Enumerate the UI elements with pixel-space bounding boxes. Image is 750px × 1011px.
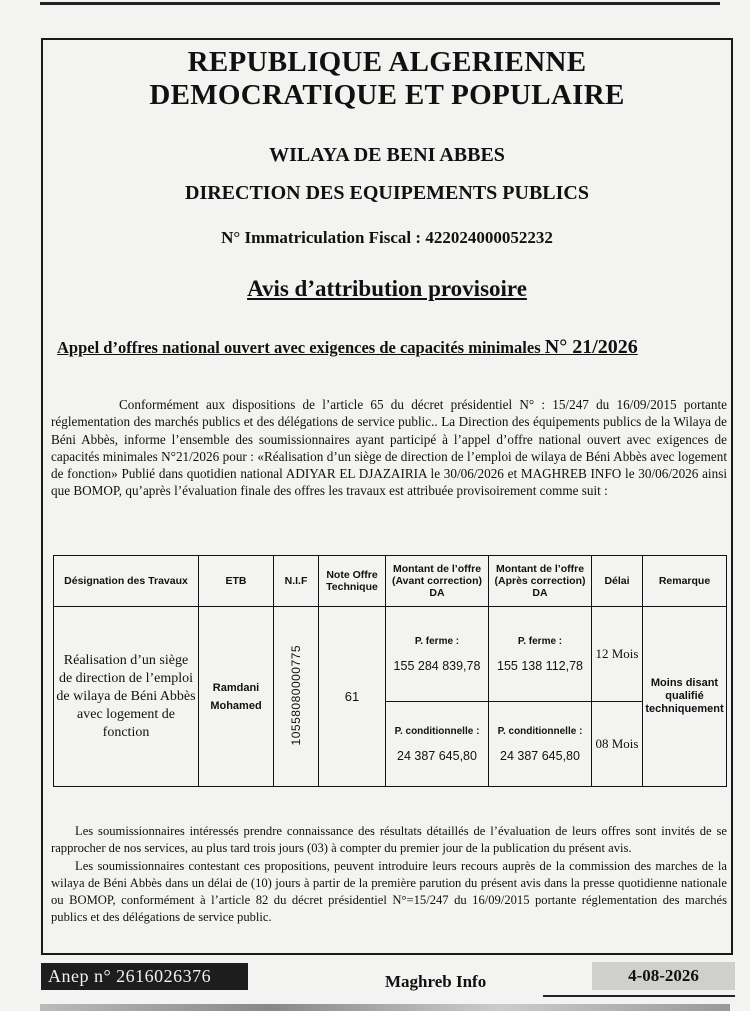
notice-title: Avis d’attribution provisoire: [247, 276, 527, 301]
tender-title-text: Appel d’offres national ouvert avec exigences de capacités minimales: [57, 338, 541, 357]
cell-cond-avant: [386, 702, 489, 787]
header-delai: Délai: [592, 556, 643, 607]
cell-cond-apres: [489, 702, 592, 787]
results-table: [53, 555, 727, 787]
cond-avant-value: 24 387 645,80: [397, 748, 477, 763]
newspaper-name: Maghreb Info: [385, 972, 487, 991]
tender-number: N° 21/2026: [544, 336, 638, 358]
cell-etb: Ramdani Mohamed: [199, 607, 274, 787]
cell-ferme-avant: [386, 607, 489, 702]
fiscal-number: N° Immatriculation Fiscal : 422024000052232: [221, 228, 553, 247]
top-rule: [40, 2, 720, 5]
ferme-apres-value: 155 138 112,78: [497, 658, 583, 673]
cell-nif: [274, 607, 319, 787]
nif-value: 10558080000775: [289, 644, 303, 746]
tender-title: [57, 336, 638, 359]
header-montant-apres: Montant de l’offre (Après correction) DA: [489, 556, 592, 607]
republic-line2: DEMOCRATIQUE ET POPULAIRE: [149, 79, 625, 111]
ferme-label: P. ferme :: [414, 635, 460, 647]
cell-ferme-apres: [489, 607, 592, 702]
direction-heading: DIRECTION DES EQUIPEMENTS PUBLICS: [185, 182, 589, 204]
ferme-avant-value: 155 284 839,78: [393, 658, 481, 673]
intro-paragraph: [51, 396, 727, 500]
table-header-row: [54, 556, 727, 607]
header-nif: N.I.F: [274, 556, 319, 607]
outro-paragraph-1: Les soumissionnaires intéressés prendre connaissance des résultats détaillés de l’évaluation de leurs offres sont invités de se rapprocher de nos services, au plus tard trois jours (03) à compter du premier jour de la publication du présent avis.: [51, 824, 727, 856]
outro-paragraph-2: Les soumissionnaires contestant ces propositions, peuvent introduire leurs recours auprès de la commission des marches de la wilaya de Béni Abbès dans un délai de (10) jours à partir de la première parution du présent avis dans la presse quotidienne nationale ou BOMOP, conformément à l’article 82 du décret présidentiel N°=15/247 du 16/09/2015 portante réglementation des marchés publics et des délégations de service public.: [51, 858, 727, 925]
header-remarque: Remarque: [643, 556, 727, 607]
cond-label-2: P. conditionnelle :: [497, 725, 583, 737]
publication-date: 4-08-2026: [592, 962, 735, 990]
header-designation: Désignation des Travaux: [54, 556, 199, 607]
intro-text: Conformément aux dispositions de l’article 65 du décret présidentiel N° : 15/247 du 16/09/2015 portante réglementation des marchés publics et des délégations de service public.. La Direction des équipements publics de la Wilaya de Béni Abbès, informe l’ensemble des soumissionnaires ayant participé à l’appel d’offre national ouvert avec exigences de capacités minimales N°21/2026 pour : «Réalisation d’un siège de direction de l’emploi de wilaya de Béni Abbès avec logement de fonction» Publié dans quotidien national ADIYAR EL DJAZAIRIA le 30/06/2026 et MAGHREB INFO le 30/06/2026 ainsi que BOMOP, qu’après l’évaluation finale des offres les travaux est attribuée provisoirement comme suit :: [51, 397, 727, 499]
header-etb: ETB: [199, 556, 274, 607]
wilaya-heading: WILAYA DE BENI ABBES: [269, 144, 505, 166]
ferme-label-2: P. ferme :: [517, 635, 563, 647]
anep-reference: Anep n° 2616026376: [41, 963, 248, 990]
header-note: Note Offre Technique: [319, 556, 386, 607]
cell-designation: Réalisation d’un siège de direction de l’emploi de wilaya de Béni Abbès avec logement de fonction: [54, 607, 199, 787]
cell-note: 61: [319, 607, 386, 787]
cond-label: P. conditionnelle :: [394, 725, 480, 737]
cond-apres-value: 24 387 645,80: [500, 748, 580, 763]
republic-line1: REPUBLIQUE ALGERIENNE: [187, 46, 587, 78]
cell-cond-delai: 08 Mois: [592, 702, 643, 787]
notice-frame: [41, 38, 733, 955]
republic-heading: [43, 46, 731, 112]
bottom-scan-edge: [40, 1004, 730, 1011]
date-rule: [543, 995, 735, 997]
cell-remarque: Moins disant qualifié techniquement: [643, 607, 727, 787]
table-row: [54, 607, 727, 702]
header-montant-avant: Montant de l’offre (Avant correction) DA: [386, 556, 489, 607]
cell-ferme-delai: 12 Mois: [592, 607, 643, 702]
outro-paragraphs: [51, 823, 727, 927]
